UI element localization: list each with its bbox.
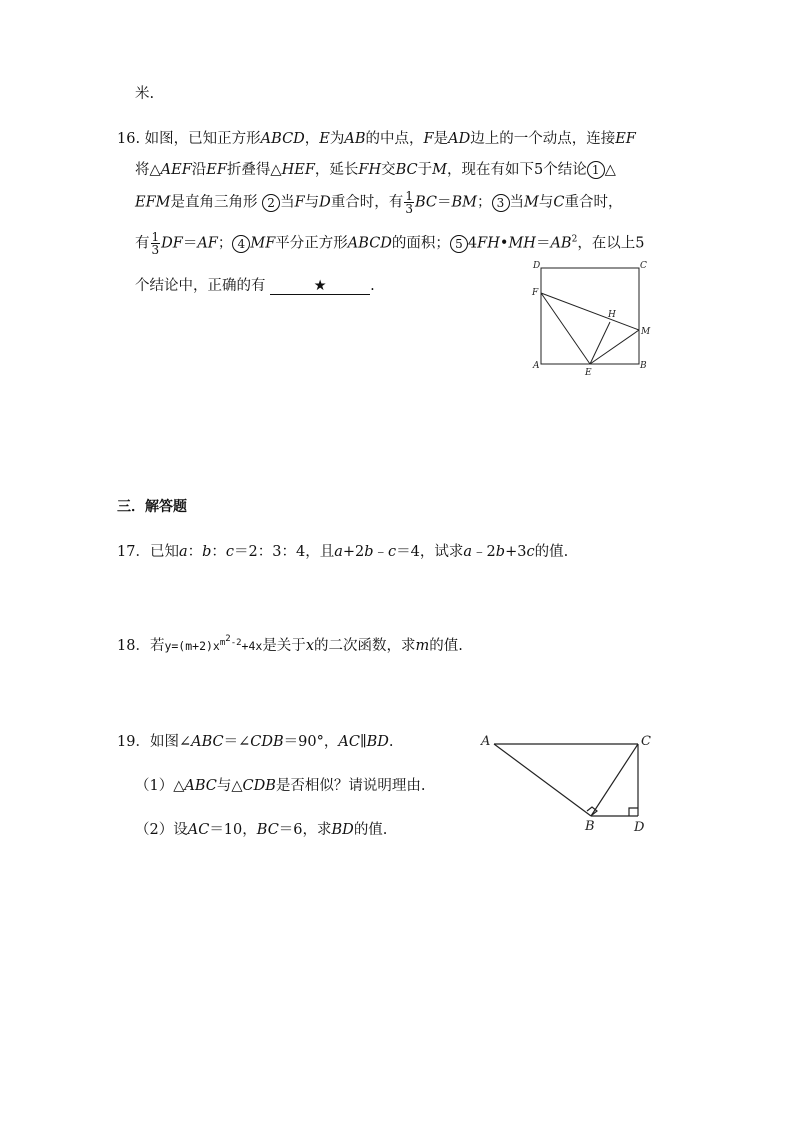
q16-line-4: 有 $\frac{1}{3}$ DF＝AF； 4 MF平分正方形ABCD的面积； 5 $4FH•MH=AB^2$，在以上5 — [135, 230, 645, 257]
q16-line-5: 个结论中，正确的有 ★ . — [135, 278, 375, 294]
answer-blank[interactable] — [270, 278, 370, 295]
square-abcd — [541, 268, 639, 364]
q16-answer-prefix: 个结论中，正确的有 — [135, 278, 266, 294]
label-C: C — [640, 261, 647, 271]
label-A: A — [533, 361, 540, 371]
q19-line-1: 19．如图∠ABC＝∠CDB＝90°，AC∥BD. — [117, 734, 394, 750]
question-18: 18．若$y=(m+2)x^{m^2-2}+4x$是关于x的二次函数，求m的值. — [117, 634, 463, 654]
label-B: B — [640, 361, 647, 371]
square-figure — [528, 258, 658, 378]
q16-line-3: EFM是直角三角形 2 当F与D重合时，有 $\frac{1}{3}$ BC＝BM； 3 当M与C重合时， — [135, 189, 623, 216]
label-B: B — [585, 819, 595, 834]
label-C: C — [641, 734, 651, 749]
question-17: 17．已知a：b：c＝2：3：4，且a+2b﹣c＝4，试求a﹣2b+3c的值. — [117, 544, 569, 560]
star-icon: ★ — [313, 278, 327, 294]
section-title: 三．解答题 — [117, 499, 187, 515]
q19-part-2: （2）设AC＝10，BC＝6，求BD的值. — [135, 822, 388, 838]
label-A: A — [481, 734, 491, 749]
label-F: F — [532, 288, 539, 298]
triangle-figure — [478, 728, 658, 838]
label-M: M — [641, 327, 651, 337]
label-D: D — [634, 820, 645, 835]
label-D: D — [533, 261, 541, 271]
label-E: E — [585, 368, 592, 378]
top-line: 米. — [135, 86, 155, 102]
q16-line-2: 将△AEF沿EF折叠得△HEF，延长FH交BC于M，现在有如下5个结论 1 △ — [135, 162, 616, 178]
q16-line-1: 16. 如图，已知正方形ABCD，E为AB的中点，F是AD边上的一个动点，连接EF — [117, 131, 636, 147]
label-H: H — [608, 310, 616, 320]
q19-part-1: （1）△ABC与△CDB是否相似？请说明理由. — [135, 778, 426, 794]
